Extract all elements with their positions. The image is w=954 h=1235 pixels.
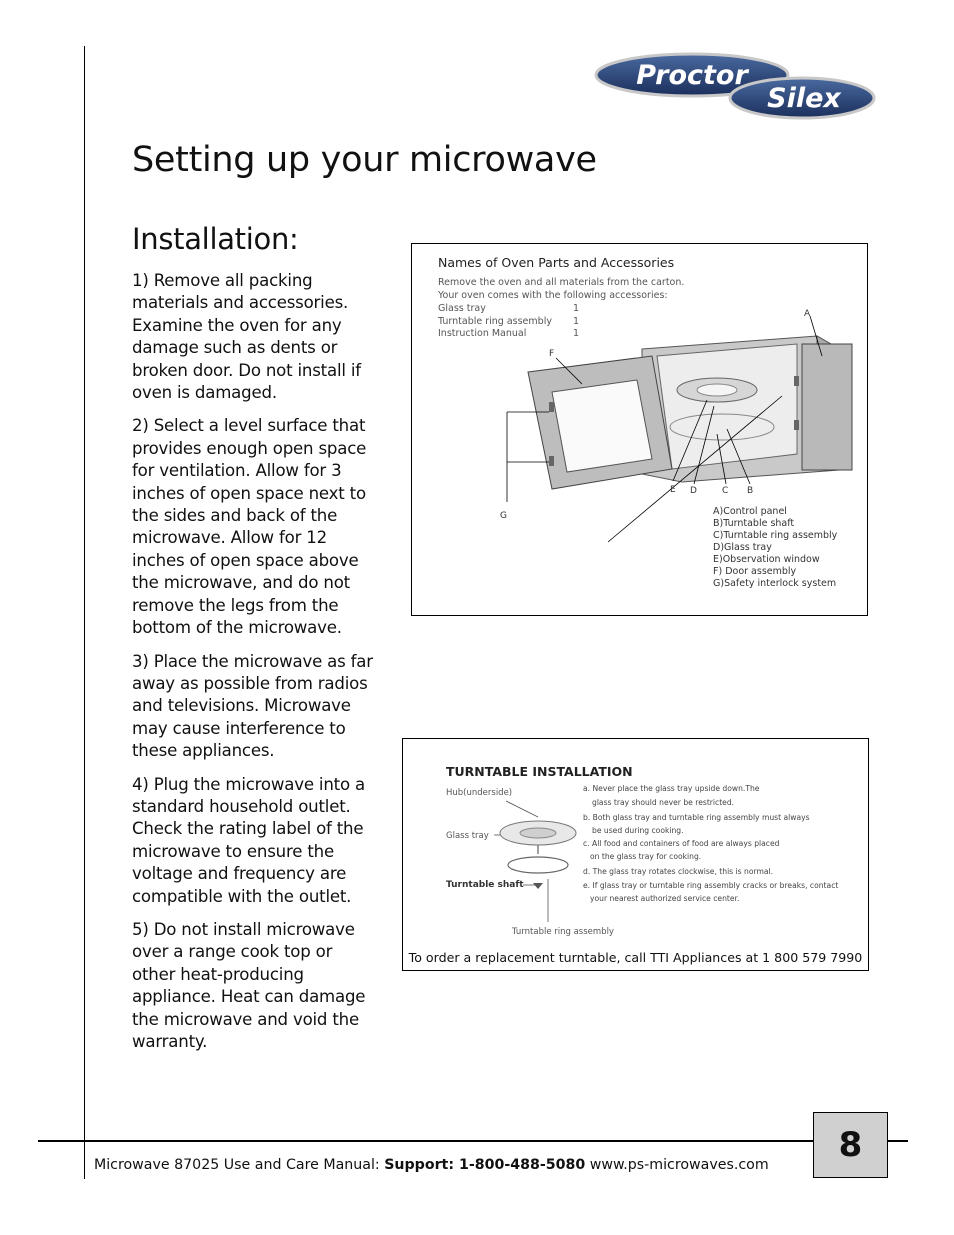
accessory-name-1: Glass tray (438, 303, 486, 314)
legend-g: G)Safety interlock system (713, 578, 837, 589)
page-title: Setting up your microwave (132, 140, 597, 180)
note-b-1: b. Both glass tray and turntable ring assembly must always (583, 813, 810, 822)
section-heading: Installation: (132, 222, 299, 256)
label-ring-assembly: Turntable ring assembly (512, 927, 614, 937)
accessory-name-3: Instruction Manual (438, 328, 527, 339)
turntable-illustration (494, 801, 576, 922)
step-4: 4) Plug the microwave into a standard household outlet. Check the rating label of the microwave to ensure the voltage and frequency are compatible with the outlet. (132, 774, 365, 906)
label-hub: Hub(underside) (446, 788, 513, 798)
footer-rule (38, 1140, 908, 1142)
label-glass-tray: Glass tray (446, 831, 489, 841)
callout-d: D (690, 486, 697, 496)
microwave-illustration (528, 336, 852, 489)
legend-c: C)Turntable ring assembly (713, 530, 838, 541)
logo-text-top: Proctor (636, 60, 748, 91)
note-b-2: be used during cooking. (592, 826, 684, 835)
step-3: 3) Place the microwave as far away as possible from radios and televisions. Microwave may cause interference to these appliances. (132, 651, 373, 761)
accessory-qty-3: 1 (573, 328, 580, 339)
left-margin-rule (84, 46, 85, 1179)
step-5: 5) Do not install microwave over a range cook top or other heat-producing appliance. Heat can damage the microwave and void the warranty. (132, 919, 366, 1051)
callout-e: E (670, 485, 676, 495)
legend-b: B)Turntable shaft (713, 518, 795, 529)
legend-e: E)Observation window (713, 554, 820, 565)
note-a-1: a. Never place the glass tray upside down.The (583, 784, 760, 793)
step-1: 1) Remove all packing materials and accessories. Examine the oven for any damage such as dents or broken door. Do not install if oven is damaged. (132, 271, 361, 403)
parts-intro-2: Your oven comes with the following accessories: (438, 290, 668, 301)
turntable-figure (402, 738, 869, 971)
callout-g: G (500, 511, 507, 521)
note-e-2: your nearest authorized service center. (590, 894, 740, 903)
note-e-1: e. If glass tray or turntable ring assembly cracks or breaks, contact (583, 881, 839, 890)
accessory-qty-1: 1 (573, 303, 580, 314)
parts-heading: Names of Oven Parts and Accessories (438, 255, 675, 270)
note-d: d. The glass tray rotates clockwise, this is normal. (583, 867, 774, 876)
note-c-2: on the glass tray for cooking. (590, 852, 702, 861)
oven-parts-figure (411, 243, 868, 616)
footer-text (94, 1157, 769, 1173)
label-turntable-shaft: Turntable shaft (446, 880, 524, 890)
logo-text-bottom: Silex (767, 83, 841, 114)
oven-parts-diagram (412, 244, 867, 615)
note-c-1: c. All food and containers of food are always placed (583, 839, 780, 848)
footer-website: www.ps-microwaves.com (589, 1157, 769, 1173)
parts-intro-1: Remove the oven and all materials from the carton. (438, 277, 685, 288)
note-a-2: glass tray should never be restricted. (592, 798, 735, 807)
page-number: 8 (813, 1112, 888, 1178)
step-2: 2) Select a level surface that provides enough open space for ventilation. Allow for 3 inches of open space next to the sides and back of the microwave. Allow for 12 inches of open space above the microwave, and do not remove the legs from the bottom of the microwave. (132, 416, 367, 638)
replacement-caption: To order a replacement turntable, call TTI Appliances at 1 800 579 7990 (408, 950, 863, 965)
legend-f: F) Door assembly (713, 566, 797, 577)
callout-b: B (747, 486, 754, 496)
proctor-silex-logo (594, 52, 878, 122)
accessory-qty-2: 1 (573, 316, 580, 327)
footer-support: Support: 1-800-488-5080 (384, 1157, 586, 1173)
footer-manual: Microwave 87025 Use and Care Manual: (94, 1157, 380, 1173)
turntable-diagram (403, 739, 868, 944)
legend-d: D)Glass tray (713, 542, 772, 553)
legend-a: A)Control panel (713, 506, 787, 517)
accessory-name-2: Turntable ring assembly (438, 316, 552, 327)
turntable-heading: TURNTABLE INSTALLATION (446, 764, 633, 779)
callout-a: A (804, 309, 811, 319)
installation-steps (132, 270, 380, 1064)
callout-f: F (549, 349, 555, 359)
callout-c: C (722, 486, 729, 496)
